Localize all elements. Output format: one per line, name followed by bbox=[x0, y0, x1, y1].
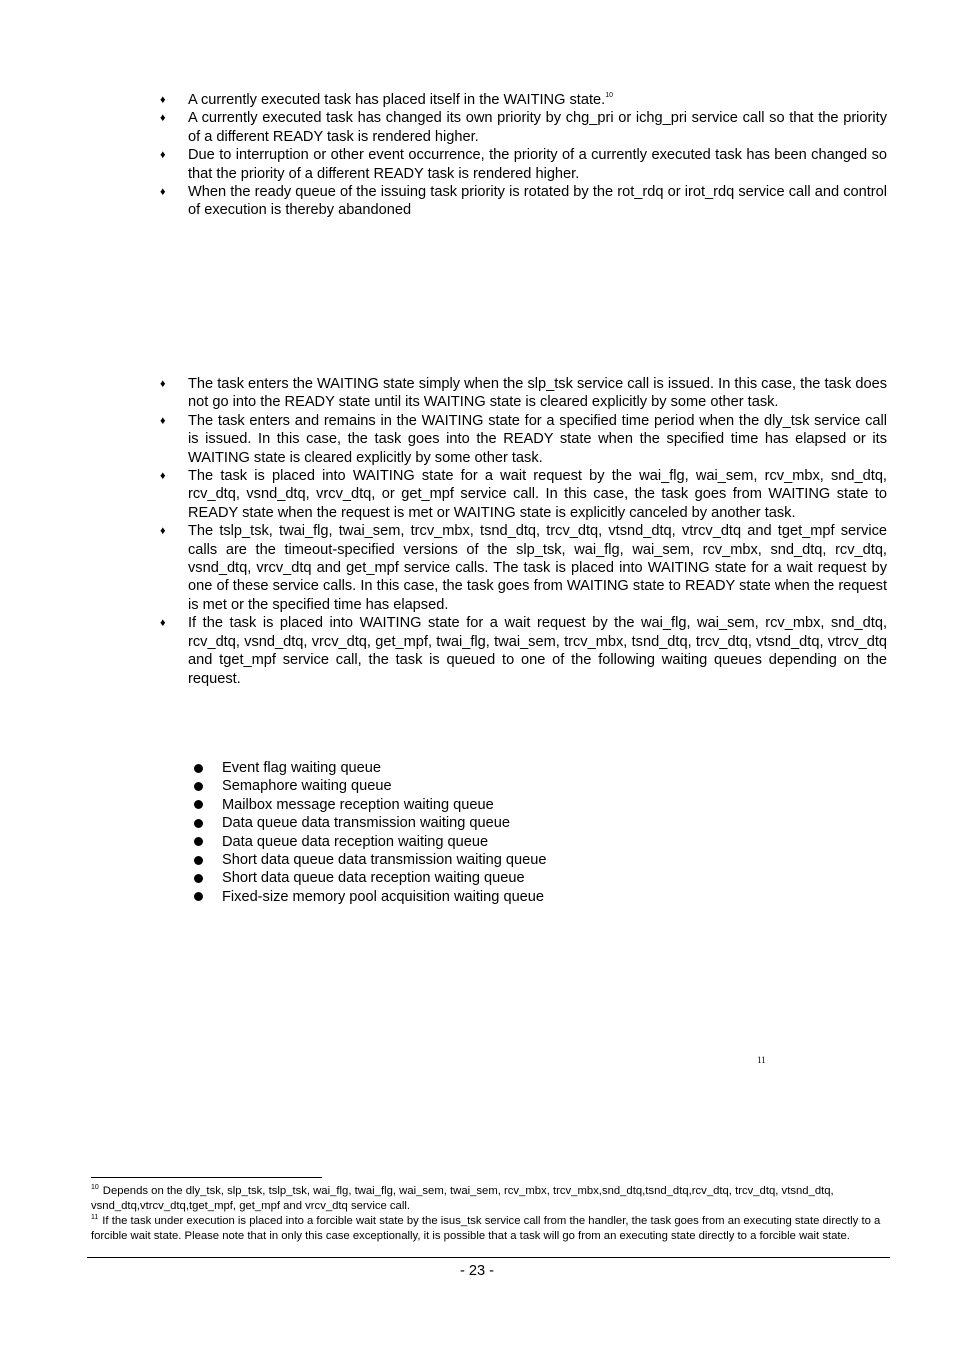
task-switch-conditions-list bbox=[160, 91, 887, 220]
list-item-text: Mailbox message reception waiting queue bbox=[222, 796, 494, 813]
list-item bbox=[160, 412, 887, 467]
list-item-text: Event flag waiting queue bbox=[222, 760, 382, 776]
list-item-text: Semaphore waiting queue bbox=[222, 778, 392, 795]
round-bullet-icon bbox=[194, 819, 203, 828]
footer-divider bbox=[87, 1257, 890, 1258]
round-bullet-icon bbox=[194, 874, 203, 883]
list-item bbox=[160, 375, 887, 412]
list-item bbox=[193, 796, 547, 814]
list-item-text: Data queue data reception waiting queue bbox=[222, 833, 489, 850]
list-item-text: Short data queue data transmission waiting queue bbox=[222, 852, 547, 869]
footnote-text: If the task under execution is placed into a forcible wait state by the isus_tsk service call from the handler, the task goes from an executing state directly to a forcible wait state. Please note that in only this case exceptionally, it is possible that a task will go from an executing state directly to a forcible wait state. bbox=[91, 1215, 881, 1242]
diamond-bullet-icon: ♦ bbox=[160, 186, 166, 199]
diamond-bullet-icon: ♦ bbox=[160, 149, 166, 162]
diamond-bullet-icon: ♦ bbox=[160, 414, 166, 427]
list-item-text: A currently executed task has placed itself in the WAITING state. bbox=[188, 92, 606, 108]
list-item-text: The task enters the WAITING state simply when the slp_tsk service call is issued. In this case, the task does not go into the READY state until its WAITING state is cleared explicitly by some other task. bbox=[188, 376, 887, 411]
diamond-bullet-icon: ♦ bbox=[160, 470, 166, 483]
round-bullet-icon bbox=[194, 892, 203, 901]
footnote-ref: 10 bbox=[605, 92, 613, 99]
footnote-marker: 11 bbox=[757, 1055, 766, 1065]
list-item-text: When the ready queue of the issuing task priority is rotated by the rot_rdq or irot_rdq service call and control of execution is thereby abandoned bbox=[188, 184, 887, 219]
list-item-text: Due to interruption or other event occurrence, the priority of a currently executed task has been changed so that the priority of a different READY task is rendered higher. bbox=[188, 147, 887, 182]
list-item-text: A currently executed task has changed its own priority by chg_pri or ichg_pri service call so that the priority of a different READY task is rendered higher. bbox=[188, 110, 887, 145]
diamond-bullet-icon: ♦ bbox=[160, 617, 166, 630]
list-item-text: The task enters and remains in the WAITING state for a specified time period when the dly_tsk service call is issued. In this case, the task goes into the READY state when the specified time has elapsed or its WAITING state is cleared explicitly by some other task. bbox=[188, 412, 887, 466]
diamond-bullet-icon: ♦ bbox=[160, 112, 166, 125]
list-item-text: Fixed-size memory pool acquisition waiting queue bbox=[222, 888, 545, 905]
footnote bbox=[91, 1184, 881, 1214]
list-item bbox=[193, 833, 547, 851]
round-bullet-icon bbox=[194, 800, 203, 809]
list-item bbox=[193, 888, 547, 906]
footnote-text: Depends on the dly_tsk, slp_tsk, tslp_tsk, wai_flg, twai_flg, wai_sem, twai_sem, rcv_mbx, trcv_mbx,snd_dtq,tsnd_dtq,rcv_dtq, trcv_dtq, vtsnd_dtq, vsnd_dtq,vtrcv_dtq,tget_mpf, get_mpf and vrcv_dtq service call. bbox=[91, 1185, 834, 1212]
page-number: - 23 - bbox=[459, 1263, 495, 1279]
footnote-number: 11 bbox=[91, 1214, 99, 1221]
list-item-text: Data queue data transmission waiting queue bbox=[222, 815, 511, 832]
list-item bbox=[193, 759, 547, 777]
waiting-queue-list bbox=[193, 759, 547, 906]
list-item bbox=[193, 777, 547, 795]
list-item bbox=[160, 91, 887, 109]
list-item bbox=[160, 109, 887, 146]
round-bullet-icon bbox=[194, 856, 203, 865]
round-bullet-icon bbox=[194, 782, 203, 791]
list-item bbox=[193, 869, 547, 887]
list-item-text: If the task is placed into WAITING state for a wait request by the wai_flg, wai_sem, rcv_mbx, snd_dtq, rcv_dtq, vsnd_dtq, vrcv_dtq, get_mpf, twai_flg, twai_sem, trcv_mbx, tsnd_dtq, trcv_dtq, vtsnd_dtq, vtrcv_dtq and tget_mpf service call, the task is queued to one of the following waiting queues depending on the request. bbox=[188, 615, 887, 687]
diamond-bullet-icon: ♦ bbox=[160, 94, 166, 106]
list-item bbox=[193, 851, 547, 869]
list-item bbox=[160, 614, 887, 688]
waiting-state-list bbox=[160, 375, 887, 688]
list-item bbox=[160, 183, 887, 220]
round-bullet-icon bbox=[194, 837, 203, 846]
list-item-text: The tslp_tsk, twai_flg, twai_sem, trcv_mbx, tsnd_dtq, trcv_dtq, vtsnd_dtq, vtrcv_dtq and tget_mpf service calls are the timeout-specified versions of the slp_tsk, wai_flg, wai_sem, rcv_mbx, snd_dtq, rcv_dtq, vsnd_dtq, vrcv_dtq and get_mpf service calls. The task is placed into WAITING state for a wait request by one of these service calls. In this case, the task goes from WAITING state to READY state when the request is met or the specified time has elapsed. bbox=[188, 523, 887, 613]
footnote-number: 10 bbox=[91, 1184, 99, 1191]
footnote-divider bbox=[91, 1177, 322, 1178]
footnotes bbox=[91, 1184, 881, 1244]
list-item bbox=[160, 522, 887, 614]
footnote bbox=[91, 1214, 881, 1244]
list-item bbox=[193, 814, 547, 832]
list-item-text: Short data queue data reception waiting queue bbox=[222, 870, 525, 887]
list-item bbox=[160, 146, 887, 183]
diamond-bullet-icon: ♦ bbox=[160, 525, 166, 538]
round-bullet-icon bbox=[194, 764, 203, 773]
list-item-text: The task is placed into WAITING state for a wait request by the wai_flg, wai_sem, rcv_mbx, snd_dtq, rcv_dtq, vsnd_dtq, vrcv_dtq, or get_mpf service call. In this case, the task goes from WAITING state to READY state when the request is met or WAITING state is explicitly canceled by another task. bbox=[188, 468, 887, 521]
diamond-bullet-icon: ♦ bbox=[160, 378, 166, 390]
list-item bbox=[160, 467, 887, 522]
